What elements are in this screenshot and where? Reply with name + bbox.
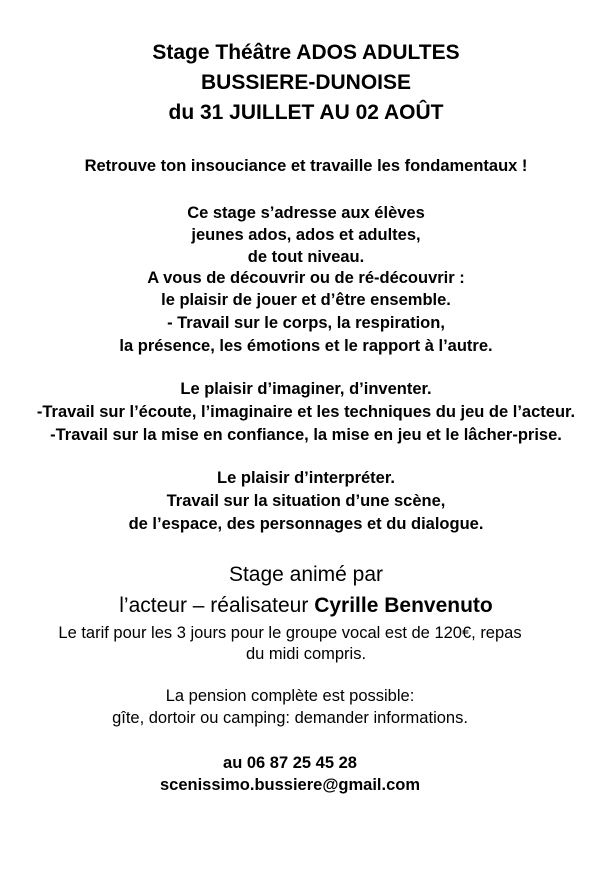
title-line-3: du 31 JUILLET AU 02 AOÛT — [168, 101, 444, 124]
section-line: Travail sur la situation d’une scène, — [166, 492, 446, 510]
section-line: de tout niveau. — [247, 248, 365, 266]
title-line-1: Stage Théâtre ADOS ADULTES — [152, 41, 460, 64]
title-line-2: BUSSIERE-DUNOISE — [200, 71, 412, 94]
animator-role: l’acteur – réalisateur — [119, 594, 315, 617]
lodging-line: La pension complète est possible: — [165, 687, 415, 705]
tagline: Retrouve ton insouciance et travaille les fondamentaux ! — [84, 157, 528, 175]
section-line: la présence, les émotions et le rapport à l’autre. — [119, 337, 493, 355]
section-line: - Travail sur le corps, la respiration, — [167, 314, 445, 332]
pricing-line: Le tarif pour les 3 jours pour le groupe vocal est de 120€, repas — [58, 624, 522, 642]
contact-email: scenissimo.bussiere@gmail.com — [159, 776, 421, 794]
lodging-line: gîte, dortoir ou camping: demander informations. — [112, 709, 468, 727]
section-line: -Travail sur l’écoute, l’imaginaire et les techniques du jeu de l’acteur. — [36, 403, 576, 421]
section-line: jeunes ados, ados et adultes, — [191, 226, 421, 244]
section-line: A vous de découvrir ou de ré-découvrir : — [147, 269, 465, 287]
animator-line: Stage animé par — [228, 563, 384, 586]
section-line: le plaisir de jouer et d’être ensemble. — [161, 291, 451, 309]
section-line: Le plaisir d’imaginer, d’inventer. — [180, 380, 432, 398]
section-line: Ce stage s’adresse aux élèves — [187, 204, 425, 222]
pricing-line: du midi compris. — [245, 645, 367, 663]
section-line: de l’espace, des personnages et du dialogue. — [128, 515, 484, 533]
section-line: -Travail sur la mise en confiance, la mise en jeu et le lâcher-prise. — [50, 426, 562, 444]
animator-name-line — [0, 595, 612, 616]
section-line: Le plaisir d’interpréter. — [217, 469, 395, 487]
contact-phone: au 06 87 25 45 28 — [223, 754, 357, 772]
animator-name: Cyrille Benvenuto — [314, 594, 493, 617]
